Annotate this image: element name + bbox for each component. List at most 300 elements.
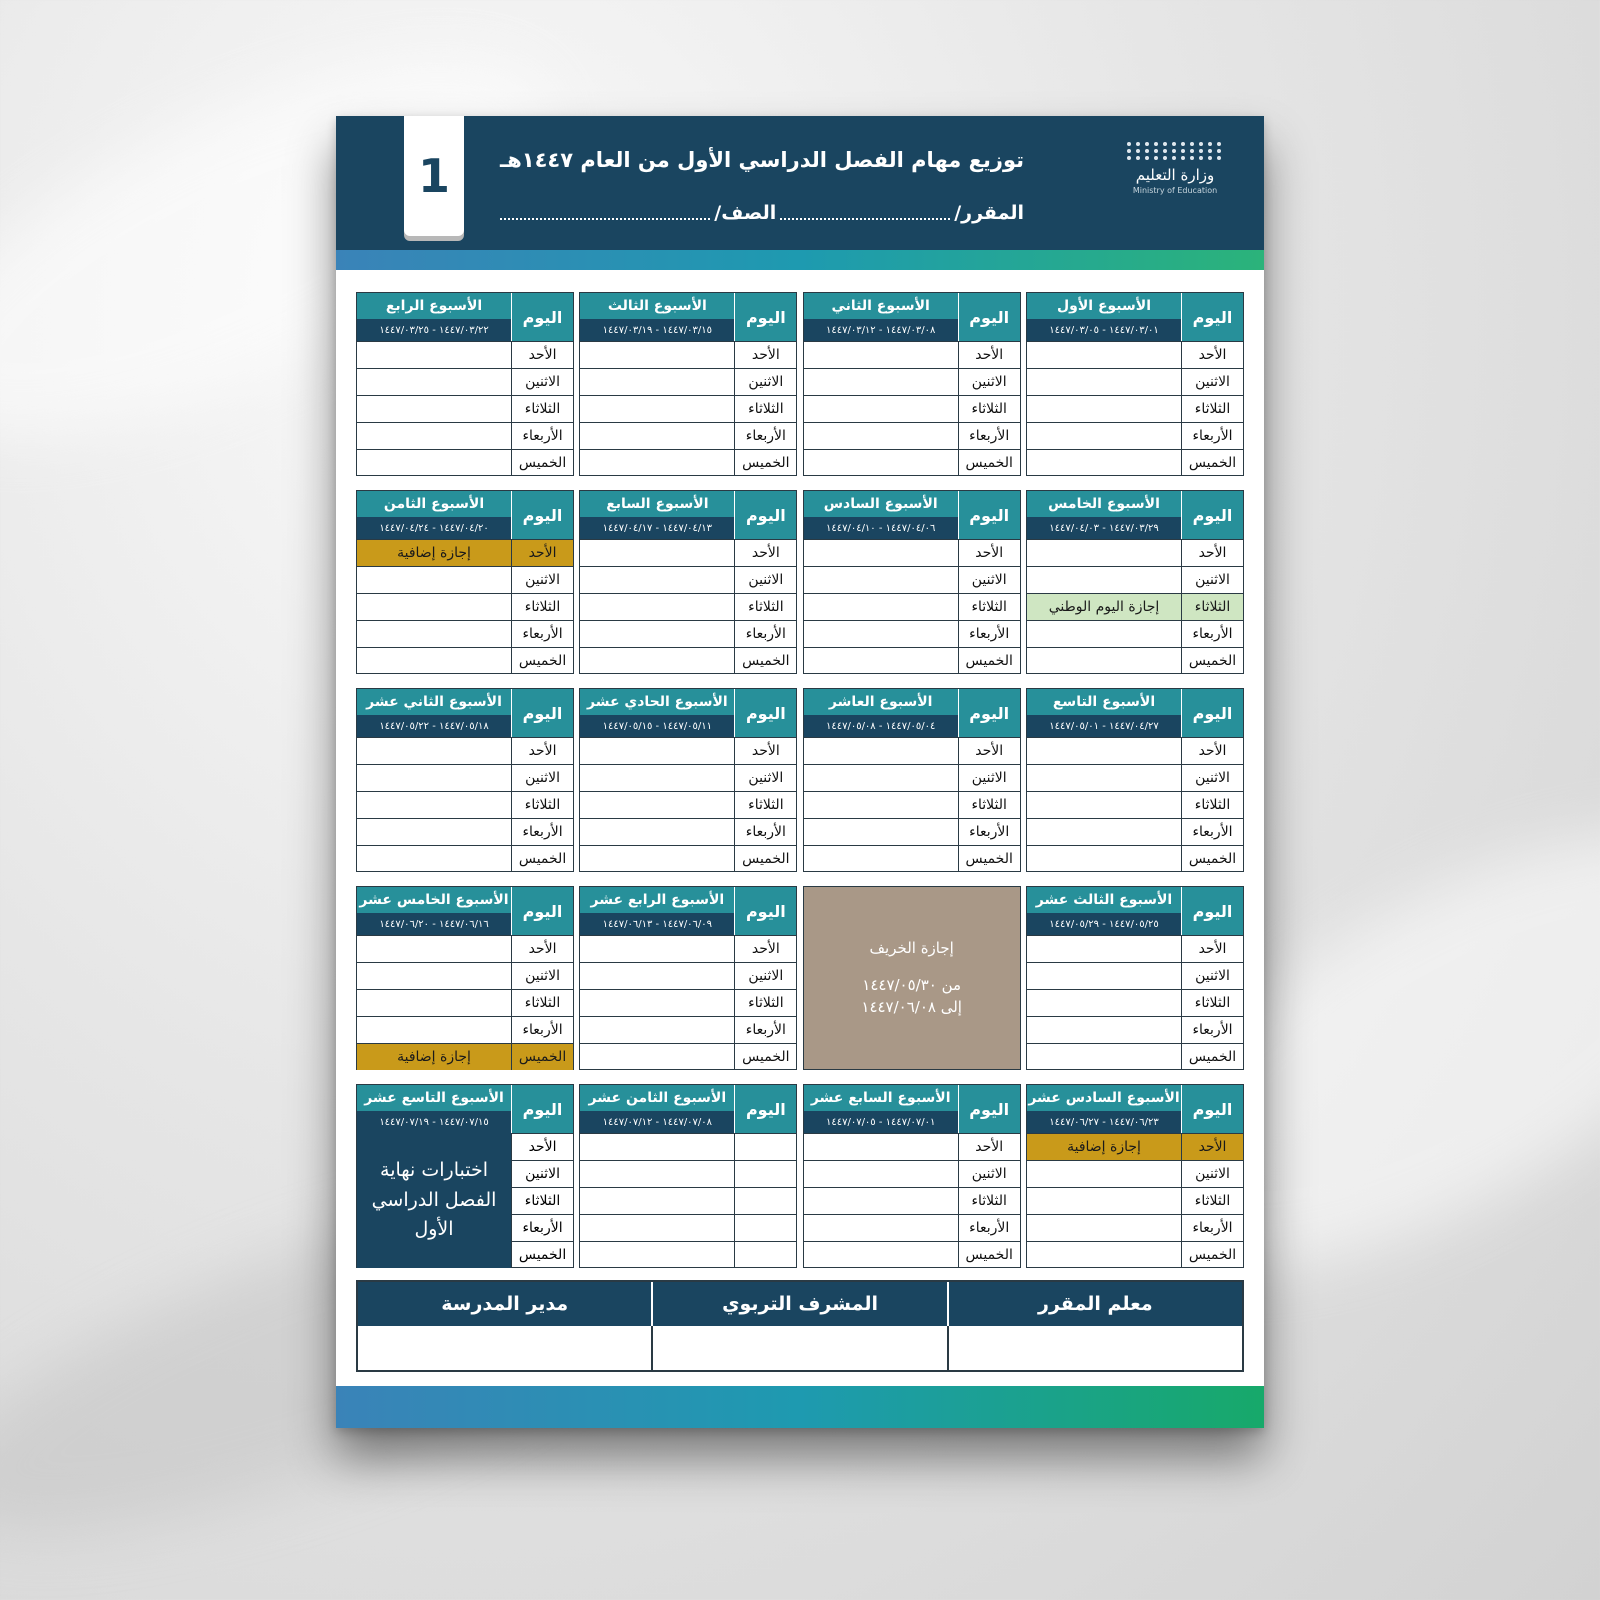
day-row: [804, 1241, 1020, 1268]
task-cell[interactable]: [1027, 648, 1181, 674]
logo-arabic-text: وزارة التعليم: [1135, 166, 1215, 184]
course-class-fields: [496, 202, 1024, 224]
task-cell[interactable]: [1027, 936, 1181, 962]
task-cell[interactable]: [1027, 540, 1181, 566]
week-row: [356, 688, 1244, 872]
week-row: [356, 886, 1244, 1070]
day-row: [357, 539, 573, 566]
day-label: الخميس: [734, 450, 796, 476]
day-row: [1027, 395, 1243, 422]
page-title: توزيع مهام الفصل الدراسي الأول من العام ١٤٤٧هـ: [500, 148, 1024, 172]
task-cell[interactable]: [804, 1188, 958, 1214]
task-cell[interactable]: [1027, 450, 1181, 476]
week-table: [1026, 886, 1244, 1070]
week-name: الأسبوع العاشر: [804, 689, 958, 715]
day-row: [357, 818, 573, 845]
week-dates: ١٤٤٧/٠٦/٠٩ - ١٤٤٧/٠٦/١٣: [580, 913, 734, 935]
task-cell[interactable]: [1027, 1215, 1181, 1241]
week-row: [356, 490, 1244, 674]
day-label: الأحد: [734, 738, 796, 764]
task-cell[interactable]: [804, 567, 958, 593]
week-table: [356, 688, 574, 872]
day-label: الأحد: [511, 540, 573, 566]
signature-supervisor-label: المشرف التربوي: [651, 1282, 946, 1326]
signature-supervisor-cell[interactable]: [651, 1326, 946, 1370]
day-label: الثلاثاء: [958, 594, 1020, 620]
signature-principal-label: مدير المدرسة: [441, 1293, 569, 1315]
day-row: [804, 368, 1020, 395]
task-cell[interactable]: [1027, 342, 1181, 368]
task-cell[interactable]: [580, 648, 734, 674]
week-dates: ١٤٤٧/٠٤/٠٦ - ١٤٤٧/٠٤/١٠: [804, 517, 958, 539]
day-label: الأربعاء: [958, 423, 1020, 449]
task-cell[interactable]: [804, 1134, 958, 1160]
day-column-header: اليوم: [734, 1085, 796, 1133]
day-row: [804, 422, 1020, 449]
week-dates: ١٤٤٧/٠٧/٠٨ - ١٤٤٧/٠٧/١٢: [580, 1111, 734, 1133]
day-row: [1027, 539, 1243, 566]
day-label: الخميس: [734, 846, 796, 872]
week-dates: ١٤٤٧/٠٤/٢٧ - ١٤٤٧/٠٥/٠١: [1027, 715, 1181, 737]
task-cell[interactable]: [804, 342, 958, 368]
week-name: الأسبوع الثامن عشر: [580, 1085, 734, 1111]
task-cell[interactable]: [1027, 423, 1181, 449]
task-cell[interactable]: [357, 846, 511, 872]
page-number: 1: [404, 116, 464, 236]
day-row: [804, 737, 1020, 764]
day-row: [1027, 1043, 1243, 1070]
task-cell[interactable]: [580, 1188, 734, 1214]
day-row: [804, 1187, 1020, 1214]
task-cell[interactable]: [1027, 963, 1181, 989]
day-row: [1027, 1241, 1243, 1268]
task-cell[interactable]: [804, 369, 958, 395]
week-table: [356, 490, 574, 674]
day-label: الأحد: [511, 342, 573, 368]
day-row: [357, 647, 573, 674]
day-row: [1027, 989, 1243, 1016]
task-cell[interactable]: [580, 1215, 734, 1241]
day-label: الاثنين: [734, 369, 796, 395]
day-label: الأحد: [958, 540, 1020, 566]
week-name: الأسبوع الأول: [1027, 293, 1181, 319]
week-name: الأسبوع السابع: [580, 491, 734, 517]
week-name: الأسبوع السابع عشر: [804, 1085, 958, 1111]
day-row: [580, 1043, 796, 1070]
day-row: [357, 989, 573, 1016]
week-name: الأسبوع الثاني عشر: [357, 689, 511, 715]
day-row: [580, 620, 796, 647]
task-cell[interactable]: [357, 990, 511, 1016]
day-column-header: اليوم: [1181, 293, 1243, 341]
task-cell[interactable]: [357, 621, 511, 647]
day-label: الأحد: [734, 342, 796, 368]
day-row: [1027, 341, 1243, 368]
task-cell[interactable]: [1027, 396, 1181, 422]
task-cell[interactable]: [357, 738, 511, 764]
day-label: الخميس: [511, 846, 573, 872]
logo-dots-icon: [1120, 142, 1230, 160]
week-table: [1026, 490, 1244, 674]
task-cell[interactable]: [357, 369, 511, 395]
task-cell[interactable]: [1027, 990, 1181, 1016]
task-cell[interactable]: [357, 450, 511, 476]
week-name: الأسبوع الرابع: [357, 293, 511, 319]
task-cell[interactable]: [580, 621, 734, 647]
day-label: الأحد: [958, 738, 1020, 764]
day-label: الثلاثاء: [734, 792, 796, 818]
week-dates: ١٤٤٧/٠٦/١٦ - ١٤٤٧/٠٦/٢٠: [357, 913, 511, 935]
day-label: الاثنين: [512, 1160, 573, 1187]
task-cell[interactable]: [580, 594, 734, 620]
day-row: [1027, 449, 1243, 476]
task-cell[interactable]: [804, 594, 958, 620]
task-cell[interactable]: [1027, 1017, 1181, 1043]
task-cell[interactable]: [357, 819, 511, 845]
day-row: [357, 1016, 573, 1043]
day-label: الأحد: [1181, 540, 1243, 566]
week-table: [803, 292, 1021, 476]
week-name: الأسبوع الثالث عشر: [1027, 887, 1181, 913]
task-cell[interactable]: [1027, 567, 1181, 593]
day-column-header: اليوم: [1181, 887, 1243, 935]
day-row: [1027, 962, 1243, 989]
day-label: الاثنين: [958, 1161, 1020, 1187]
day-row: [357, 368, 573, 395]
day-label: الأربعاء: [1181, 1215, 1243, 1241]
day-label: الثلاثاء: [511, 792, 573, 818]
day-column-header: اليوم: [1181, 689, 1243, 737]
task-cell[interactable]: [580, 738, 734, 764]
task-cell[interactable]: [580, 765, 734, 791]
week-table: [579, 292, 797, 476]
day-row: [1027, 1160, 1243, 1187]
day-row: [580, 962, 796, 989]
day-label: [734, 1188, 796, 1214]
day-label: [734, 1242, 796, 1268]
task-cell[interactable]: [1027, 846, 1181, 872]
final-exams-box: اختبارات نهاية الفصل الدراسي الأول: [357, 1133, 511, 1268]
week-name: الأسبوع الثاني: [804, 293, 958, 319]
day-label: [734, 1161, 796, 1187]
task-cell[interactable]: [1027, 1044, 1181, 1070]
task-cell[interactable]: [580, 369, 734, 395]
task-cell[interactable]: [1027, 369, 1181, 395]
day-label: الأربعاء: [512, 1214, 573, 1241]
day-row: [1027, 566, 1243, 593]
task-cell[interactable]: [804, 648, 958, 674]
day-column-header: اليوم: [734, 491, 796, 539]
day-label: الخميس: [1181, 648, 1243, 674]
week-dates: ١٤٤٧/٠٤/١٣ - ١٤٤٧/٠٤/١٧: [580, 517, 734, 539]
week-name: الأسبوع الثامن: [357, 491, 511, 517]
day-label: الأربعاء: [734, 621, 796, 647]
ministry-logo: [1120, 142, 1230, 222]
week-table: [1026, 688, 1244, 872]
day-label: الخميس: [511, 1044, 573, 1070]
task-cell[interactable]: [357, 936, 511, 962]
task-cell[interactable]: إجازة اليوم الوطني: [1027, 594, 1181, 620]
week-dates: ١٤٤٧/٠٥/١١ - ١٤٤٧/٠٥/١٥: [580, 715, 734, 737]
day-label: الثلاثاء: [1181, 396, 1243, 422]
week-dates: ١٤٤٧/٠٥/٢٥ - ١٤٤٧/٠٥/٢٩: [1027, 913, 1181, 935]
day-label: الخميس: [734, 1044, 796, 1070]
day-label: الاثنين: [1181, 963, 1243, 989]
day-label: الاثنين: [958, 369, 1020, 395]
day-label: الثلاثاء: [1181, 792, 1243, 818]
week-name: الأسبوع الرابع عشر: [580, 887, 734, 913]
day-label: الأحد: [958, 1134, 1020, 1160]
task-cell[interactable]: [357, 765, 511, 791]
task-cell[interactable]: [804, 540, 958, 566]
task-cell[interactable]: [804, 846, 958, 872]
day-label: الثلاثاء: [734, 396, 796, 422]
week-table: [579, 886, 797, 1070]
week-table: [803, 688, 1021, 872]
task-cell[interactable]: [580, 423, 734, 449]
day-row: [580, 1241, 796, 1268]
day-label: الأربعاء: [734, 1017, 796, 1043]
task-cell[interactable]: [580, 540, 734, 566]
week-dates: ١٤٤٧/٠٦/٢٣ - ١٤٤٧/٠٦/٢٧: [1027, 1111, 1181, 1133]
task-cell[interactable]: [1027, 738, 1181, 764]
day-label: الاثنين: [734, 963, 796, 989]
day-label: الاثنين: [511, 963, 573, 989]
task-cell[interactable]: [580, 567, 734, 593]
week-dates: ١٤٤٧/٠٣/٠١ - ١٤٤٧/٠٣/٠٥: [1027, 319, 1181, 341]
footer-stripe: [336, 1386, 1264, 1428]
signature-table: [356, 1280, 1244, 1372]
logo-english-text: Ministry of Education: [1132, 186, 1218, 195]
week-table: [579, 1084, 797, 1268]
day-row: [580, 737, 796, 764]
task-cell[interactable]: [1027, 765, 1181, 791]
day-label: الثلاثاء: [511, 396, 573, 422]
day-label: الأربعاء: [511, 1017, 573, 1043]
day-label: الاثنين: [1181, 1161, 1243, 1187]
day-row: [580, 791, 796, 818]
task-cell[interactable]: [580, 1044, 734, 1070]
day-label: الخميس: [958, 846, 1020, 872]
task-cell[interactable]: [804, 765, 958, 791]
weeks-grid: [356, 292, 1244, 1282]
day-label: الخميس: [1181, 846, 1243, 872]
task-cell[interactable]: [1027, 792, 1181, 818]
day-label: الأحد: [511, 738, 573, 764]
day-label: الأحد: [734, 540, 796, 566]
task-cell[interactable]: [580, 342, 734, 368]
page-header: [336, 116, 1264, 250]
day-column-header: اليوم: [1181, 491, 1243, 539]
week-name: الأسبوع الحادي عشر: [580, 689, 734, 715]
task-cell[interactable]: [357, 423, 511, 449]
task-cell[interactable]: [357, 342, 511, 368]
task-cell[interactable]: [580, 792, 734, 818]
task-cell[interactable]: [580, 1242, 734, 1268]
signature-teacher-cell[interactable]: [947, 1326, 1242, 1370]
signature-principal-cell[interactable]: [358, 1326, 651, 1370]
day-row: [357, 395, 573, 422]
day-label: الأربعاء: [511, 423, 573, 449]
day-label: الأحد: [1181, 738, 1243, 764]
day-label: الاثنين: [734, 567, 796, 593]
day-label: الأربعاء: [958, 819, 1020, 845]
day-label: [734, 1134, 796, 1160]
task-cell[interactable]: [580, 1017, 734, 1043]
task-cell[interactable]: [580, 936, 734, 962]
day-column-header: اليوم: [958, 1085, 1020, 1133]
day-row: [580, 566, 796, 593]
class-blank[interactable]: [500, 218, 710, 220]
day-label: الأربعاء: [511, 819, 573, 845]
day-label: الاثنين: [958, 567, 1020, 593]
task-cell[interactable]: [1027, 1242, 1181, 1268]
day-row: [580, 1160, 796, 1187]
day-row: [1027, 1214, 1243, 1241]
day-column-header: اليوم: [511, 293, 573, 341]
task-cell[interactable]: [1027, 1161, 1181, 1187]
day-row: [1027, 791, 1243, 818]
week-table: [803, 490, 1021, 674]
week-row: [356, 1084, 1244, 1268]
day-row: [580, 395, 796, 422]
day-label: الاثنين: [1181, 765, 1243, 791]
week-table: [1026, 292, 1244, 476]
task-cell[interactable]: [580, 963, 734, 989]
task-cell[interactable]: [804, 423, 958, 449]
day-column-header: اليوم: [734, 293, 796, 341]
week-table: [356, 886, 574, 1070]
day-row: [580, 341, 796, 368]
day-label: الخميس: [958, 648, 1020, 674]
week-name: الأسبوع التاسع: [1027, 689, 1181, 715]
day-row: [804, 449, 1020, 476]
task-cell[interactable]: [357, 567, 511, 593]
task-cell[interactable]: [804, 396, 958, 422]
day-row: [804, 1214, 1020, 1241]
day-row: [357, 1043, 573, 1070]
task-cell[interactable]: [580, 990, 734, 1016]
task-cell[interactable]: [1027, 819, 1181, 845]
autumn-break-box: [803, 886, 1021, 1070]
day-label: الأحد: [512, 1133, 573, 1160]
task-cell[interactable]: [804, 1161, 958, 1187]
week-table: [356, 292, 574, 476]
day-label: الأربعاء: [1181, 819, 1243, 845]
day-row: [357, 449, 573, 476]
task-cell[interactable]: [804, 819, 958, 845]
day-label: الأربعاء: [511, 621, 573, 647]
task-cell[interactable]: [1027, 621, 1181, 647]
day-column-header: اليوم: [1181, 1085, 1243, 1133]
day-label: الخميس: [1181, 1242, 1243, 1268]
week-name: الأسبوع السادس عشر: [1027, 1085, 1181, 1111]
task-cell[interactable]: [804, 1242, 958, 1268]
task-cell[interactable]: [357, 648, 511, 674]
task-cell[interactable]: [357, 396, 511, 422]
week-dates: ١٤٤٧/٠٣/٢٩ - ١٤٤٧/٠٤/٠٣: [1027, 517, 1181, 539]
day-row: [357, 620, 573, 647]
day-label: الاثنين: [511, 369, 573, 395]
day-row: [357, 593, 573, 620]
day-row: [1027, 422, 1243, 449]
day-label: الأربعاء: [958, 1215, 1020, 1241]
task-cell[interactable]: [580, 396, 734, 422]
day-row: [804, 647, 1020, 674]
task-cell[interactable]: إجازة إضافية: [357, 540, 511, 566]
task-cell[interactable]: [357, 792, 511, 818]
day-label: الاثنين: [511, 567, 573, 593]
day-label: الأربعاء: [958, 621, 1020, 647]
day-row: [357, 935, 573, 962]
day-row: [580, 989, 796, 1016]
task-cell[interactable]: [1027, 1188, 1181, 1214]
task-cell[interactable]: [804, 1215, 958, 1241]
week-table: [1026, 1084, 1244, 1268]
day-row: [357, 422, 573, 449]
day-label: الأحد: [958, 342, 1020, 368]
day-label: الأحد: [1181, 1134, 1243, 1160]
day-row: [580, 539, 796, 566]
header-stripe: [336, 250, 1264, 270]
day-row: [1027, 593, 1243, 620]
task-cell[interactable]: إجازة إضافية: [1027, 1134, 1181, 1160]
task-cell[interactable]: [580, 819, 734, 845]
week-dates: ١٤٤٧/٠٧/٠١ - ١٤٤٧/٠٧/٠٥: [804, 1111, 958, 1133]
schedule-page: [336, 116, 1264, 1428]
task-cell[interactable]: [357, 1017, 511, 1043]
day-row: [580, 449, 796, 476]
task-cell[interactable]: [357, 963, 511, 989]
task-cell[interactable]: إجازة إضافية: [357, 1044, 511, 1070]
day-row: [580, 935, 796, 962]
day-row: [804, 764, 1020, 791]
day-column-header: اليوم: [511, 491, 573, 539]
day-label: الأحد: [734, 936, 796, 962]
day-row: [804, 845, 1020, 872]
day-row: [357, 962, 573, 989]
week-dates: ١٤٤٧/٠٥/١٨ - ١٤٤٧/٠٥/٢٢: [357, 715, 511, 737]
day-label: الاثنين: [511, 765, 573, 791]
course-blank[interactable]: [780, 218, 950, 220]
day-row: [357, 764, 573, 791]
day-label: الاثنين: [958, 765, 1020, 791]
day-row: [804, 1133, 1020, 1160]
day-row: [357, 791, 573, 818]
day-row: [357, 845, 573, 872]
week-dates: ١٤٤٧/٠٥/٠٤ - ١٤٤٧/٠٥/٠٨: [804, 715, 958, 737]
task-cell[interactable]: [804, 738, 958, 764]
day-label: الثلاثاء: [958, 1188, 1020, 1214]
task-cell[interactable]: [804, 450, 958, 476]
day-row: [804, 539, 1020, 566]
day-column-header: اليوم: [958, 491, 1020, 539]
day-column-header: اليوم: [511, 689, 573, 737]
day-row: [804, 791, 1020, 818]
signature-teacher-label: معلم المقرر: [947, 1282, 1242, 1326]
day-row: [357, 566, 573, 593]
task-cell[interactable]: [580, 450, 734, 476]
week-name: الأسبوع الخامس عشر: [357, 887, 511, 913]
task-cell[interactable]: [357, 594, 511, 620]
task-cell[interactable]: [804, 621, 958, 647]
day-label: الأربعاء: [1181, 621, 1243, 647]
task-cell[interactable]: [580, 1134, 734, 1160]
day-label: [734, 1215, 796, 1241]
task-cell[interactable]: [580, 846, 734, 872]
task-cell[interactable]: [804, 792, 958, 818]
task-cell[interactable]: [580, 1161, 734, 1187]
